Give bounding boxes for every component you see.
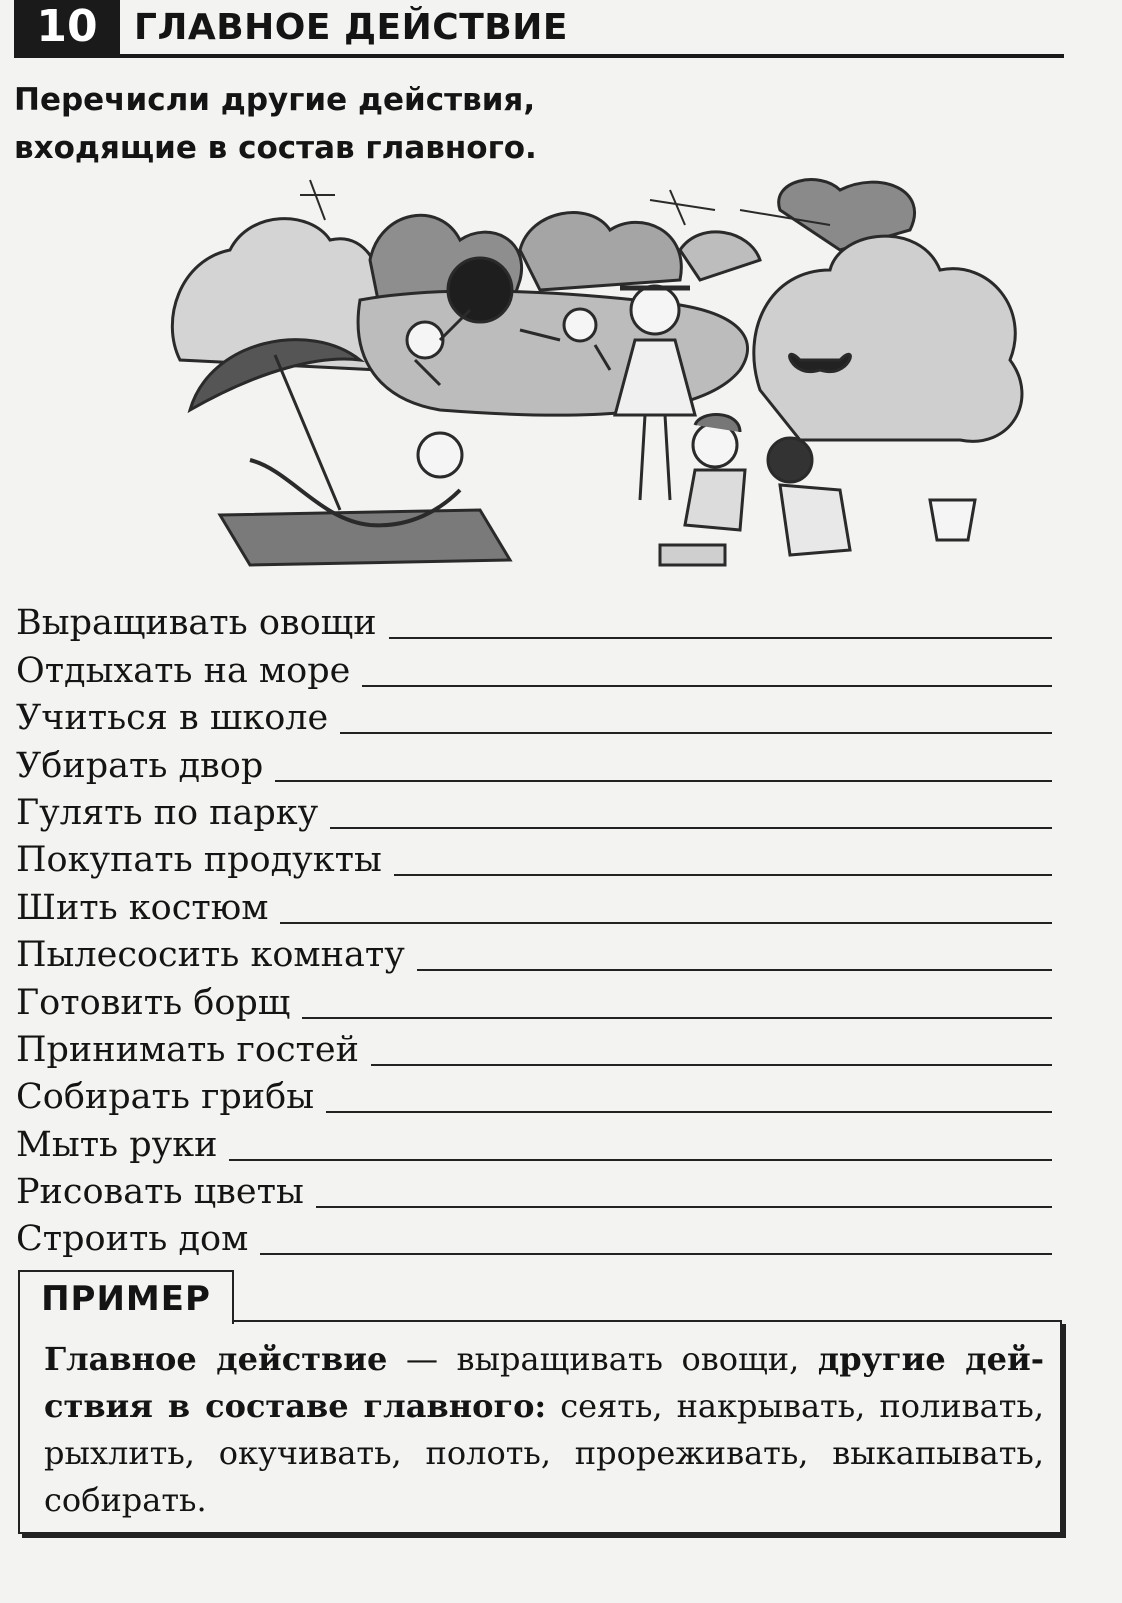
answer-line[interactable] — [302, 1016, 1052, 1019]
exercise-header — [14, 0, 1064, 58]
answer-line[interactable] — [280, 921, 1052, 924]
task-row — [16, 1165, 1052, 1212]
example-main-action: — выращивать овощи, — [387, 1340, 818, 1378]
task-label: Учиться в школе — [16, 698, 329, 739]
answer-line[interactable] — [229, 1158, 1052, 1161]
task-label: Собирать грибы — [16, 1077, 315, 1118]
answer-line[interactable] — [371, 1063, 1052, 1066]
example-box — [18, 1320, 1062, 1534]
answer-line[interactable] — [340, 731, 1052, 734]
task-row — [16, 738, 1052, 785]
task-row — [16, 928, 1052, 975]
task-row — [16, 1023, 1052, 1070]
task-row — [16, 880, 1052, 927]
example-subactions: сеять, накрывать, поливать, рыхлить, окучивать, полоть, прореживать, выкапывать, собирать. — [44, 1387, 1045, 1519]
answer-line[interactable] — [316, 1205, 1052, 1208]
beach-illustration — [140, 170, 1050, 590]
instruction-line-1: Перечисли другие действия, — [14, 82, 536, 118]
task-row — [16, 691, 1052, 738]
example-tab: ПРИМЕР — [18, 1270, 234, 1324]
example-lead: Главное действие — [44, 1340, 388, 1378]
answer-line[interactable] — [260, 1252, 1052, 1255]
task-row — [16, 833, 1052, 880]
answer-line[interactable] — [417, 968, 1052, 971]
task-list — [16, 596, 1052, 1259]
task-label: Выращивать овощи — [16, 603, 377, 644]
answer-line[interactable] — [394, 873, 1052, 876]
task-label: Рисовать цветы — [16, 1172, 304, 1213]
instruction-line-2: входящие в состав главного. — [14, 130, 537, 166]
task-label: Принимать гостей — [16, 1029, 359, 1070]
answer-line[interactable] — [275, 779, 1052, 782]
task-row — [16, 596, 1052, 643]
exercise-title: ГЛАВНОЕ ДЕЙСТВИЕ — [134, 7, 568, 48]
task-label: Убирать двор — [16, 745, 264, 786]
task-label: Строить дом — [16, 1219, 249, 1260]
task-row — [16, 786, 1052, 833]
task-row — [16, 1070, 1052, 1117]
instruction — [14, 76, 614, 172]
task-row — [16, 1212, 1052, 1259]
task-row — [16, 975, 1052, 1022]
exercise-number: 10 — [14, 0, 120, 54]
task-label: Мыть руки — [16, 1124, 218, 1165]
task-label: Покупать продукты — [16, 840, 382, 881]
task-label: Отдыхать на море — [16, 650, 351, 691]
answer-line[interactable] — [330, 826, 1052, 829]
answer-line[interactable] — [389, 636, 1052, 639]
task-row — [16, 1117, 1052, 1164]
task-row — [16, 643, 1052, 690]
example-subactions-label: другие действия в составе главного: — [44, 1340, 1045, 1425]
answer-line[interactable] — [326, 1110, 1052, 1113]
answer-line[interactable] — [362, 684, 1052, 687]
task-label: Пылесосить комнату — [16, 935, 405, 976]
task-label: Готовить борщ — [16, 982, 291, 1023]
task-label: Гулять по парку — [16, 792, 319, 833]
header-rule — [14, 54, 1064, 58]
task-label: Шить костюм — [16, 887, 269, 928]
example-text — [44, 1336, 1044, 1524]
